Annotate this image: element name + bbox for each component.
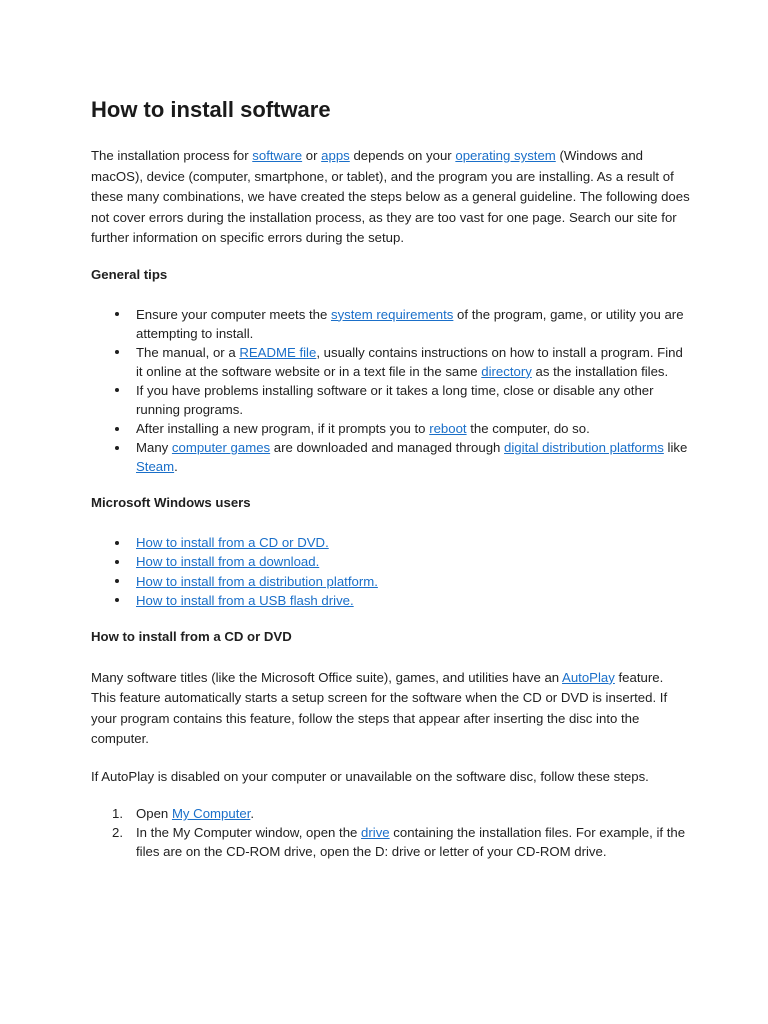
link-computer-games[interactable]: computer games	[171, 440, 271, 456]
windows-users-heading: Microsoft Windows users	[91, 495, 251, 511]
link-my-computer[interactable]: My Computer	[171, 806, 251, 822]
link-install-download[interactable]: How to install from a download.	[136, 554, 320, 570]
link-digital-distribution-platforms[interactable]: digital distribution platforms	[504, 440, 664, 456]
list-item	[91, 591, 691, 610]
page-title: How to install software	[91, 97, 331, 122]
list-item	[91, 533, 691, 552]
autoplay-paragraph: Many software titles (like the Microsoft Office suite), games, and utilities have an AutoPlay feature. This feature automatically starts a setup screen for the software when the CD or DVD is inserted. If your program contains this feature, follow the steps that appear after inserting the disc into the computer.	[91, 669, 668, 747]
autoplay-disabled-paragraph: If AutoPlay is disabled on your computer or unavailable on the software disc, follow these steps.	[91, 768, 649, 784]
article	[91, 96, 691, 862]
link-apps[interactable]: apps	[321, 148, 350, 163]
list-item	[91, 572, 691, 591]
link-readme-file[interactable]: README file	[239, 344, 317, 360]
list-item: 1. Open My Computer.	[91, 804, 691, 823]
link-software[interactable]: software	[252, 148, 303, 163]
link-install-distribution-platform[interactable]: How to install from a distribution platform.	[136, 573, 378, 589]
link-install-cd-dvd[interactable]: How to install from a CD or DVD.	[136, 535, 329, 551]
general-tips-heading: General tips	[91, 266, 168, 282]
step-number: 2.	[112, 825, 123, 841]
list-item: Ensure your computer meets the system requirements of the program, game, or utility you are attempting to install.	[91, 305, 691, 343]
cd-dvd-heading: How to install from a CD or DVD	[91, 628, 292, 644]
link-install-usb-flash-drive[interactable]: How to install from a USB flash drive.	[136, 592, 354, 608]
link-autoplay[interactable]: AutoPlay	[562, 669, 615, 685]
link-drive[interactable]: drive	[361, 825, 390, 841]
install-steps-list	[91, 804, 691, 861]
link-reboot[interactable]: reboot	[429, 421, 467, 437]
list-item: Many computer games are downloaded and managed through digital distribution platforms like Steam.	[91, 438, 691, 476]
step-number: 1.	[112, 806, 123, 822]
list-item: 2. In the My Computer window, open the drive containing the installation files. For example, if the files are on the CD-ROM drive, open the D: drive or letter of your CD-ROM drive.	[112, 825, 686, 860]
general-tips-list	[91, 305, 691, 477]
link-directory[interactable]: directory	[481, 363, 532, 379]
list-item: After installing a new program, if it prompts you to reboot the computer, do so.	[91, 419, 691, 438]
windows-links-list	[91, 533, 691, 609]
list-item	[91, 552, 691, 571]
list-item: The manual, or a README file, usually contains instructions on how to install a program. Find it online at the software website or in a text file in the same directory as the installation files.	[91, 343, 691, 381]
list-item: If you have problems installing software or it takes a long time, close or disable any other running programs.	[91, 381, 691, 419]
intro-paragraph: The installation process for software or apps depends on your operating system (Windows and macOS), device (computer, smartphone, or tablet), and the program you are installing. As a result of these many combinations, we have created the steps below as a general guideline. The following does not cover errors during the installation process, as they are too vast for one page. Search our site for further information on specific errors during the setup.	[91, 148, 690, 245]
link-system-requirements[interactable]: system requirements	[330, 306, 454, 322]
link-steam[interactable]: Steam	[136, 459, 175, 475]
link-operating-system[interactable]: operating system	[455, 148, 556, 163]
